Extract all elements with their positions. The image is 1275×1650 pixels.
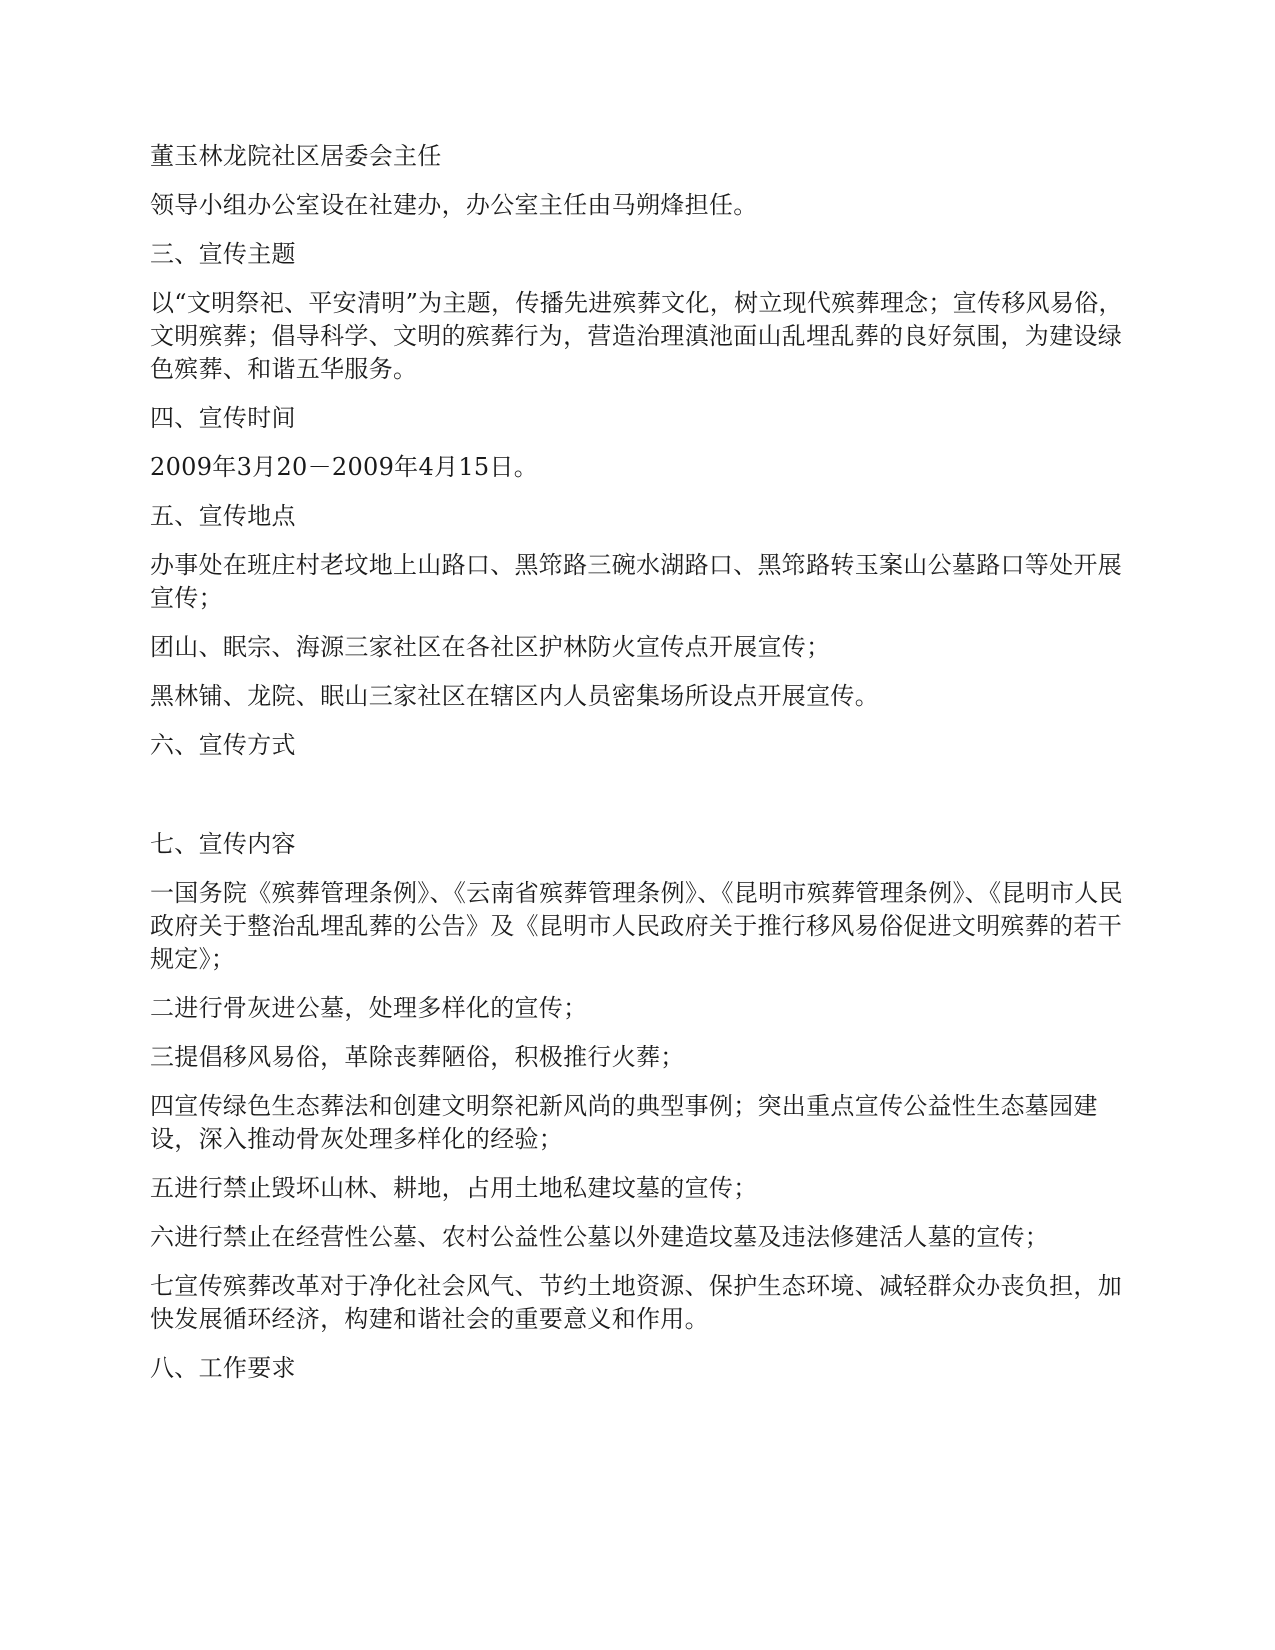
content-item-3: 三提倡移风易俗，革除丧葬陋俗，积极推行火葬； xyxy=(150,1043,685,1071)
content-item-7: 七宣传殡葬改革对于净化社会风气、节约土地资源、保护生态环境、减轻群众办丧负担，加快发展循环经济，构建和谐社会的重要意义和作用。 xyxy=(150,1272,1122,1333)
content-item-5: 五进行禁止毁坏山林、耕地，占用土地私建坟墓的宣传； xyxy=(150,1174,758,1202)
leader-line: 董玉林龙院社区居委会主任 xyxy=(150,142,442,170)
time-paragraph: 2009年3月20－2009年4月15日。 xyxy=(150,453,539,481)
location-paragraph-1: 办事处在班庄村老坟地上山路口、黑筇路三碗水湖路口、黑筇路转玉案山公墓路口等处开展宣传； xyxy=(150,551,1122,612)
content-item-2: 二进行骨灰进公墓，处理多样化的宣传； xyxy=(150,994,588,1022)
document-page xyxy=(150,140,1130,1401)
theme-paragraph: 以“文明祭祀、平安清明”为主题，传播先进殡葬文化，树立现代殡葬理念；宣传移风易俗，文明殡葬；倡导科学、文明的殡葬行为，营造治理滇池面山乱埋乱葬的良好氛围，为建设绿色殡葬、和谐五华服务。 xyxy=(150,289,1123,383)
content-item-1: 一国务院《殡葬管理条例》、《云南省殡葬管理条例》、《昆明市殡葬管理条例》、《昆明市人民政府关于整治乱埋乱葬的公告》及《昆明市人民政府关于推行移风易俗促进文明殡葬的若干规定》； xyxy=(150,879,1123,973)
content-item-4: 四宣传绿色生态葬法和创建文明祭祀新风尚的典型事例；突出重点宣传公益性生态墓园建设，深入推动骨灰处理多样化的经验； xyxy=(150,1092,1098,1153)
location-paragraph-3: 黑林铺、龙院、眠山三家社区在辖区内人员密集场所设点开展宣传。 xyxy=(150,682,879,710)
section-heading-theme: 三、宣传主题 xyxy=(150,240,296,268)
content-item-6: 六进行禁止在经营性公墓、农村公益性公墓以外建造坟墓及违法修建活人墓的宣传； xyxy=(150,1223,1050,1251)
section-heading-location: 五、宣传地点 xyxy=(150,502,296,530)
section-heading-content: 七、宣传内容 xyxy=(150,830,296,858)
section-heading-requirements: 八、工作要求 xyxy=(150,1354,296,1382)
section-heading-method: 六、宣传方式 xyxy=(150,731,296,759)
section-heading-time: 四、宣传时间 xyxy=(150,404,296,432)
office-note: 领导小组办公室设在社建办，办公室主任由马朔烽担任。 xyxy=(150,191,758,219)
location-paragraph-2: 团山、眠宗、海源三家社区在各社区护林防火宣传点开展宣传； xyxy=(150,633,831,661)
